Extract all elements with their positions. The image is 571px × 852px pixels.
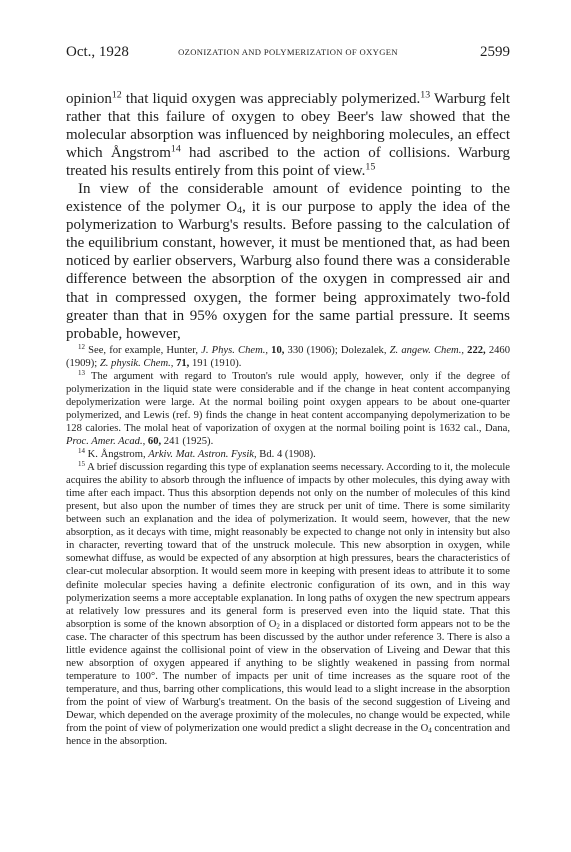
footnote-number: 14 [78, 447, 85, 456]
text-run: concentration and hence in the absorption. [66, 723, 510, 748]
subscript: 4 [428, 726, 432, 735]
journal-name: Arkiv. Mat. Astron. Fysik, [148, 449, 257, 461]
footnote-15 [66, 461, 510, 748]
footnote-number: 12 [78, 342, 85, 351]
paragraph [66, 180, 510, 342]
footnote-number: 15 [78, 460, 85, 469]
footnote-14 [66, 448, 510, 461]
text-run: 2460 (1909); [66, 344, 511, 369]
running-header [66, 44, 510, 66]
journal-name: Z. angew. Chem., [389, 344, 464, 356]
paragraph [66, 90, 510, 180]
footnotes [66, 344, 510, 748]
text-run: See, for example, Hunter, [84, 344, 202, 356]
footnote-13 [66, 370, 510, 448]
text-run: A brief discussion regarding this type of explanation seems necessary. According to it, the molecule acquires the ability to absorb through the influence of impacts by other molecules, this dying away with time after each impact. Thus this absorption depends not only on the number of molecules of this kind present, but also upon the number of times they are struck per unit of time. There is some similarity between such an explanation and the idea of polymerization. It would seem, however, that the new absorption, as it decays with time, might reasonably be expected to change not only in intensity but also in character, reverting toward that of the unstruck molecule. This new absorption in oxygen, while somewhat diffuse, as would be expected of any absorption at high pressures, bears the characteristics of clear-cut molecular absorption. It would seem more in keeping with present ideas to attribute it to some definite molecular species having a definite electronic configuration of its own, and in this way polymerization seems a more acceptable explanation. In long paths of oxygen the new spectrum appears at relatively low pressures and its general form is preserved even into the liquid state. That this absorption is some of the known absorption of O [66, 462, 510, 630]
body-text [66, 90, 510, 343]
subscript: 4 [237, 205, 243, 217]
journal-name: Proc. Amer. Acad., [66, 435, 146, 447]
volume-number: 60, [147, 435, 162, 447]
footnote-ref-12: 12 [111, 89, 122, 101]
footnote-ref-13: 13 [420, 89, 431, 101]
footnote-12 [66, 344, 510, 370]
text-run: The argument with regard to Trouton's rule would apply, however, only if the degree of polymerization in the liquid state were considerable and if the change in heat content accompanying depolymerization were large. At the normal boiling point oxygen appears to be about one-quarter polymerized, and Lewis (ref. 9) finds the change in heat content accompanying depolymerization to be 128 calories. The molal heat of vaporization of oxygen at the normal boiling point is 1632 cal., Dana, [66, 370, 510, 434]
footnote-ref-15: 15 [365, 161, 376, 173]
text-run: that liquid oxygen was appreciably polymerized. [121, 91, 421, 107]
volume-number: 222, [467, 344, 486, 356]
journal-page [66, 44, 510, 748]
text-run: 191 (1910). [189, 357, 242, 369]
journal-name: Z. physik. Chem., [99, 357, 174, 369]
footnote-number: 13 [78, 368, 85, 377]
journal-name: J. Phys. Chem., [201, 344, 269, 356]
footnote-ref-14: 14 [170, 143, 181, 155]
volume-number: 71, [176, 357, 190, 369]
text-run: K. Ångstrom, [84, 449, 149, 461]
running-title: OZONIZATION AND POLYMERIZATION OF OXYGEN [178, 47, 398, 57]
subscript: 2 [276, 622, 280, 631]
issue-date: Oct., 1928 [66, 44, 129, 60]
page-number: 2599 [480, 44, 510, 60]
text-run: In view of the considerable amount of evidence pointing to the existence of the polymer O [66, 181, 510, 216]
text-run: Bd. 4 (1908). [256, 449, 316, 461]
volume-number: 10, [271, 344, 285, 356]
text-run: 241 (1925). [161, 435, 214, 447]
text-run: had ascribed to the action of collisions. Warburg treated his results entirely from this point of view. [66, 145, 510, 180]
text-run: 330 (1906); Dolezalek, [284, 344, 390, 356]
text-run: Warburg felt rather that this failure of oxygen to obey Beer's law showed that the molecular absorption was influenced by neighboring molecules, an effect which Ångstrom [66, 91, 510, 162]
text-run: , it is our purpose to apply the idea of the polymerization to Warburg's results. Before passing to the calculation of the equilibrium constant, however, it must be mentioned that, as had been noticed by earlier observers, Warburg also found there was a considerable difference between the absorption of the oxygen in compressed air and that in compressed oxygen, the former being approximately two-fold greater than that in 95% oxygen for the same partial pressure. It seems probable, however, [66, 199, 510, 342]
text-run: opinion [66, 91, 112, 107]
text-run: in a displaced or distorted form appears not to be the case. The character of this spectrum has been discussed by the author under reference 3. There is also a little evidence against the collisional point of view in the observation of Liveing and Dewar that this new absorption of oxygen appeared if anything to be slightly weakened in passing from normal temperature to 100°. The number of impacts per unit of time increases as the square root of the temperature, and thus, barring other complications, this would lead to a slight increase in the absorption from the point of view of Warburg's treatment. On the basis of the second suggestion of Liveing and Dewar, which depended on the average proximity of the molecules, no change would be expected, while from the point of view of polymerization one would predict a slight decrease in the O [66, 618, 510, 735]
